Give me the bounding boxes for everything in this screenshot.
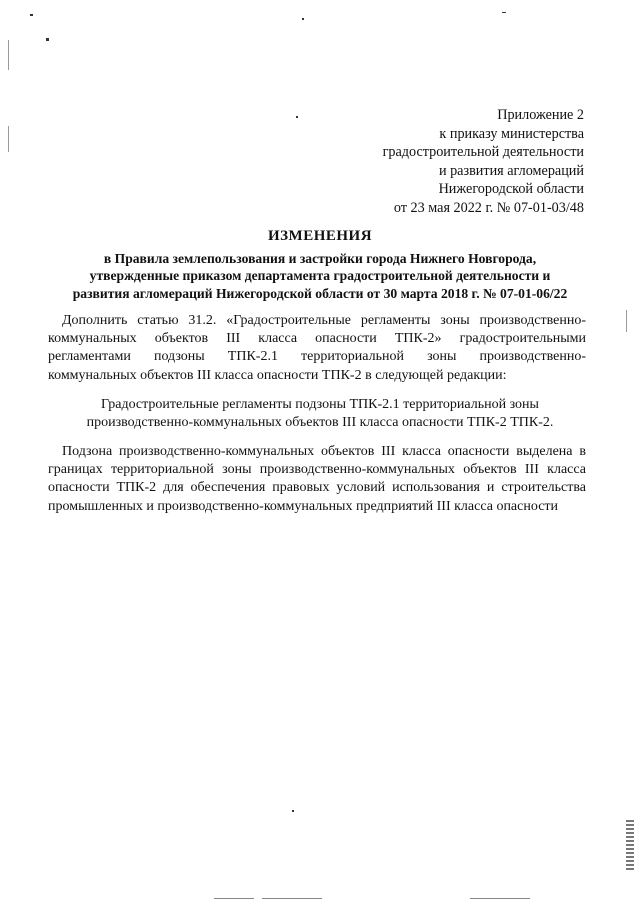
appendix-date-number: от 23 мая 2022 г. № 07-01-03/48 [393, 199, 584, 216]
scan-speck [502, 12, 506, 13]
scan-bottom-line [214, 898, 254, 899]
paragraph-line: промышленных и производственно-коммунальных предприятий III класса опасности [48, 498, 559, 514]
appendix-ministry: градостроительной деятельности [382, 144, 584, 161]
document-subtitle [40, 250, 600, 302]
paragraph-line: Дополнить статью 31.2. «Градостроительные регламенты зоны производственно- [62, 313, 586, 328]
scan-speck [292, 810, 294, 812]
scan-speck [46, 38, 49, 41]
subtitle-line: развития агломераций Нижегородской области от 30 марта 2018 г. № 07-01-06/22 [72, 285, 568, 301]
appendix-reference [383, 106, 584, 218]
scan-edge-line [8, 40, 9, 70]
scan-edge-line [8, 126, 9, 152]
scan-edge-line [626, 310, 627, 332]
section-heading [40, 396, 600, 432]
paragraph-line: границах территориальной зоны производственно-коммунальных объектов III класса [48, 462, 586, 478]
appendix-ministry-cont: и развития агломераций [438, 162, 584, 179]
scan-speck [30, 14, 33, 16]
stamp-edge-mark [626, 820, 634, 870]
section-heading-line: производственно-коммунальных объектов III класса опасности ТПК-2 ТПК-2. [86, 415, 554, 431]
scan-bottom-line [470, 898, 530, 899]
appendix-region: Нижегородской области [438, 181, 584, 198]
appendix-order-ref: к приказу министерства [439, 125, 584, 142]
paragraph-subzone-description [48, 443, 586, 516]
paragraph-line: Подзона производственно-коммунальных объектов III класса опасности выделена в [62, 444, 586, 459]
scan-speck [296, 116, 298, 118]
section-heading-line: Градостроительные регламенты подзоны ТПК-2.1 территориальной зоны [101, 397, 539, 412]
subtitle-line: утвержденные приказом департамента градостроительной деятельности и [89, 268, 551, 284]
paragraph-amendment [48, 312, 586, 385]
scan-bottom-line [262, 898, 322, 899]
scan-speck [302, 18, 304, 20]
subtitle-line: в Правила землепользования и застройки города Нижнего Новгорода, [103, 251, 537, 266]
paragraph-line: коммунальных объектов III класса опасности ТПК-2» градостроительными [48, 331, 586, 347]
document-title: ИЗМЕНЕНИЯ [267, 228, 373, 244]
paragraph-line: опасности ТПК-2 для обеспечения правовых условий использования и строительства [48, 480, 586, 496]
paragraph-line: регламентами подзоны ТПК-2.1 территориальной зоны производственно- [48, 349, 586, 365]
appendix-label: Приложение 2 [497, 107, 584, 123]
paragraph-line: коммунальных объектов III класса опасности ТПК-2 в следующей редакции: [48, 367, 507, 383]
